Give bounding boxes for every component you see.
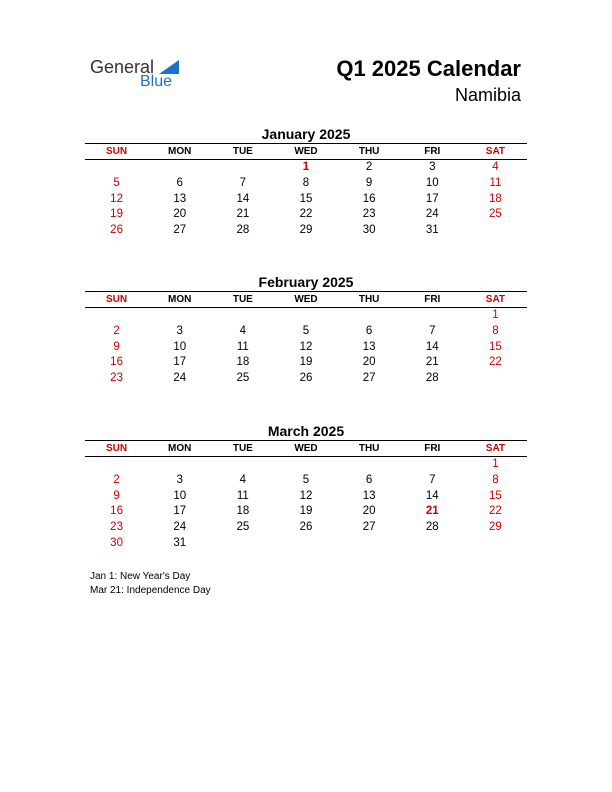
weekday-header-row [85,291,527,308]
holiday-note: Mar 21: Independence Day [90,585,211,596]
holiday-note: Jan 1: New Year's Day [90,571,191,582]
day-cell: 19 [110,208,123,221]
week-row [85,457,527,473]
day-cell: 21 [425,356,439,369]
holiday-day-cell: 1 [302,161,310,173]
day-cell [464,371,527,387]
week-row [85,160,527,176]
weekday-header: THU [358,294,380,305]
day-cell [85,457,148,473]
day-cell: 20 [362,505,376,518]
week-row [85,324,527,340]
day-cell: 5 [302,473,310,486]
day-cell: 13 [362,340,376,353]
day-cell: 8 [492,324,499,337]
day-cell: 19 [299,505,313,518]
weekday-header: MON [168,146,192,157]
day-cell: 7 [239,176,247,189]
day-cell: 10 [425,176,439,189]
weekday-header: SAT [485,294,506,305]
day-cell [401,536,464,552]
day-cell: 10 [173,489,187,502]
day-cell [211,457,274,473]
weekday-header: SUN [106,294,128,305]
day-cell: 26 [299,372,313,385]
month-title: February 2025 [258,274,354,290]
brand-word-general: General [90,57,155,77]
day-cell: 15 [299,192,313,205]
month-march [85,422,527,552]
day-cell [338,536,401,552]
day-cell: 6 [365,324,373,337]
day-cell [274,457,337,473]
day-cell: 9 [113,340,120,353]
day-cell: 22 [299,208,313,221]
day-cell: 17 [425,192,439,205]
day-cell: 17 [173,505,187,518]
weekday-header-row [85,440,527,457]
weekday-header: TUE [232,443,253,454]
day-cell: 26 [110,224,123,237]
day-cell: 6 [365,473,373,486]
day-cell: 14 [425,340,439,353]
day-cell: 12 [299,340,313,353]
day-cell [148,308,211,324]
day-cell [338,308,401,324]
day-cell: 30 [110,536,123,549]
day-cell: 28 [236,224,250,237]
day-cell: 28 [425,372,439,385]
day-cell: 24 [173,521,187,534]
holiday-day-cell: 21 [425,505,439,518]
weekday-header: FRI [424,146,441,157]
day-cell: 27 [362,521,376,534]
day-cell: 4 [492,161,499,173]
day-cell: 17 [173,356,187,369]
weekday-header: SAT [485,146,506,157]
day-cell [85,160,148,176]
day-cell: 29 [299,224,313,237]
day-cell: 24 [425,208,439,221]
week-row [85,520,527,536]
day-cell: 8 [492,473,499,486]
weekday-header: TUE [232,294,253,305]
day-cell [211,160,274,176]
day-cell: 21 [236,208,250,221]
week-row [85,308,527,324]
week-row [85,371,527,387]
week-row [85,176,527,192]
day-cell: 5 [302,324,310,337]
day-cell: 23 [362,208,376,221]
month-title: March 2025 [267,423,345,439]
weekday-header: MON [168,443,192,454]
month-title: January 2025 [261,126,351,142]
month-february [85,273,527,387]
day-cell [211,308,274,324]
weekday-header: SAT [485,443,506,454]
day-cell [85,308,148,324]
day-cell: 14 [425,489,439,502]
day-cell: 10 [173,340,187,353]
day-cell: 22 [489,505,502,518]
weekday-header: MON [168,294,192,305]
day-cell: 3 [429,161,436,173]
day-cell: 20 [362,356,376,369]
day-cell: 3 [176,473,183,486]
week-row [85,192,527,208]
day-cell: 1 [492,458,499,470]
day-cell: 26 [299,521,313,534]
day-cell: 25 [236,521,250,534]
day-cell: 11 [236,489,249,502]
weekday-header: SUN [106,443,128,454]
day-cell: 7 [429,473,436,486]
day-cell: 30 [362,224,376,237]
day-cell: 5 [113,176,120,189]
day-cell: 24 [173,372,187,385]
week-row [85,536,527,552]
weekday-header: WED [294,443,318,454]
page-subtitle: Namibia [454,85,521,105]
day-cell: 20 [173,208,187,221]
day-cell: 18 [236,356,250,369]
week-row [85,489,527,505]
month-january [85,125,527,239]
day-cell: 2 [113,473,120,486]
day-cell [274,536,337,552]
brand-triangle-icon [159,60,179,74]
day-cell: 9 [365,176,373,189]
day-cell: 18 [489,192,502,205]
day-cell: 16 [362,192,376,205]
day-cell: 8 [302,176,310,189]
day-cell [401,457,464,473]
brand-logo [90,57,190,93]
weekday-header-row [85,143,527,160]
weekday-header: WED [294,146,318,157]
week-row [85,355,527,371]
brand-word-blue: Blue [140,73,173,90]
weekday-header: WED [294,294,318,305]
weekday-header: TUE [232,146,253,157]
day-cell: 23 [110,372,123,385]
day-cell: 2 [113,324,120,337]
day-cell [274,308,337,324]
day-cell [148,160,211,176]
day-cell: 31 [425,224,439,237]
day-cell: 31 [173,536,187,549]
day-cell: 23 [110,521,123,534]
day-cell: 11 [236,340,249,353]
day-cell [338,457,401,473]
day-cell: 12 [110,192,123,205]
day-cell: 25 [489,208,502,221]
day-cell: 22 [489,356,502,369]
day-cell: 13 [173,192,187,205]
day-cell: 7 [429,324,436,337]
weekday-header: THU [358,146,380,157]
day-cell: 15 [489,340,502,353]
day-cell: 12 [299,489,313,502]
day-cell [464,223,527,239]
day-cell: 9 [113,489,120,502]
weekday-header: FRI [424,294,441,305]
day-cell: 29 [489,521,502,534]
week-row [85,207,527,223]
day-cell: 18 [236,505,250,518]
week-row [85,340,527,356]
day-cell [401,308,464,324]
day-cell [464,536,527,552]
day-cell: 11 [489,176,502,189]
holiday-notes [90,570,211,598]
day-cell: 6 [176,176,183,189]
day-cell: 13 [362,489,376,502]
weekday-header: THU [358,443,380,454]
week-row [85,223,527,239]
week-row [85,473,527,489]
day-cell: 14 [236,192,250,205]
day-cell: 16 [110,505,123,518]
day-cell: 28 [425,521,439,534]
day-cell: 4 [239,473,247,486]
page-title: Q1 2025 Calendar [336,56,521,81]
weekday-header: SUN [106,146,128,157]
day-cell: 2 [365,161,373,173]
day-cell: 19 [299,356,313,369]
weekday-header: FRI [424,443,441,454]
day-cell: 15 [489,489,502,502]
day-cell: 16 [110,356,123,369]
day-cell: 27 [173,224,187,237]
day-cell: 1 [492,309,499,321]
day-cell [211,536,274,552]
day-cell: 3 [176,324,183,337]
day-cell: 25 [236,372,250,385]
day-cell: 4 [239,324,247,337]
day-cell: 27 [362,372,376,385]
day-cell [148,457,211,473]
week-row [85,504,527,520]
